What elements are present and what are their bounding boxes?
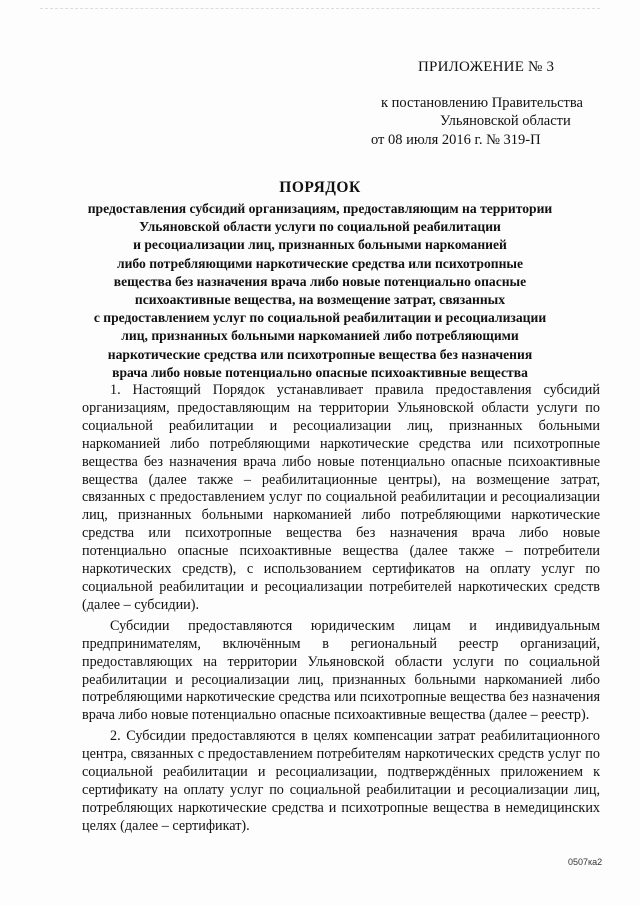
- page-code: 0507ка2: [568, 857, 603, 867]
- title-heading: ПОРЯДОК: [279, 179, 361, 196]
- title-line: либо потребляющими наркотические средства или психотропные: [116, 255, 524, 271]
- title-line: и ресоциализации лиц, признанных больными наркоманией: [133, 237, 507, 253]
- appendix-number: ПРИЛОЖЕНИЕ № 3: [418, 59, 555, 75]
- paragraph-subsidies: Субсидии предоставляются юридическим лицам и индивидуальным предпринимателям, включённым в региональный реестр организаций, предоставляющих на территории Ульяновской области услуги по социальной реабилитации и ресоциализации лиц, признанных больными наркоманией либо потребляющими наркотические средства или психотропные вещества без назначения врача либо новые потенциально опасные психоактивные вещества (далее – реестр).: [82, 617, 600, 724]
- approval-line-resolution: к постановлению Правительства: [381, 95, 583, 111]
- approval-line-region: Ульяновской области: [440, 113, 571, 129]
- paragraph-1: 1. Настоящий Порядок устанавливает правила предоставления субсидий организациям, предоставляющим на территории Ульяновской области услуги по социальной реабилитации и ресоциализации лиц, признанных больными наркоманией либо потребляющими наркотические средства или психотропные вещества без назначения врача либо новые потенциально опасные психоактивные вещества (далее также – реабилитационные центры), на возмещение затрат, связанных с предоставлением услуг по социальной реабилитации и ресоциализации лиц, признанных больными наркоманией либо потребляющими наркотические средства или психотропные вещества без назначения врача либо новые потенциально опасные психоактивные вещества (далее также – потребители наркотических средств), с использованием сертификатов на оплату услуг по социальной реабилитации и ресоциализации потребителей наркотических средств (далее – субсидии).: [82, 382, 600, 613]
- document-body: [82, 382, 600, 836]
- title-line: психоактивные вещества, на возмещение затрат, связанных: [134, 292, 506, 308]
- title-line: лиц, признанных больными наркоманией либо потребляющими: [121, 328, 519, 344]
- scan-artifact-line: [40, 8, 600, 11]
- title-line: вещества без назначения врача либо новые потенциально опасные: [113, 273, 527, 289]
- paragraph-2: 2. Субсидии предоставляются в целях компенсации затрат реабилитационного центра, связанных с предоставлением потребителям наркотических средств услуг по социальной реабилитации и ресоциализации, подтверждённых приложением к сертификату на оплату услуг по социальной реабилитации и ресоциализации лиц, потребляющих наркотические средства и психотропные вещества в немедицинских целях (далее – сертификат).: [82, 728, 600, 834]
- title-line: с предоставлением услуг по социальной реабилитации и ресоциализации: [93, 310, 547, 326]
- title-line: наркотические средства или психотропные вещества без назначения: [107, 346, 533, 362]
- title-line: Ульяновской области услуги по социальной реабилитации: [139, 219, 501, 235]
- document-title: [80, 178, 560, 382]
- title-line: врача либо новые потенциально опасные психоактивные вещества: [112, 364, 528, 380]
- title-line: предоставления субсидий организациям, предоставляющим на территории: [87, 201, 553, 216]
- approval-line-date: от 08 июля 2016 г. № 319-П: [371, 132, 541, 148]
